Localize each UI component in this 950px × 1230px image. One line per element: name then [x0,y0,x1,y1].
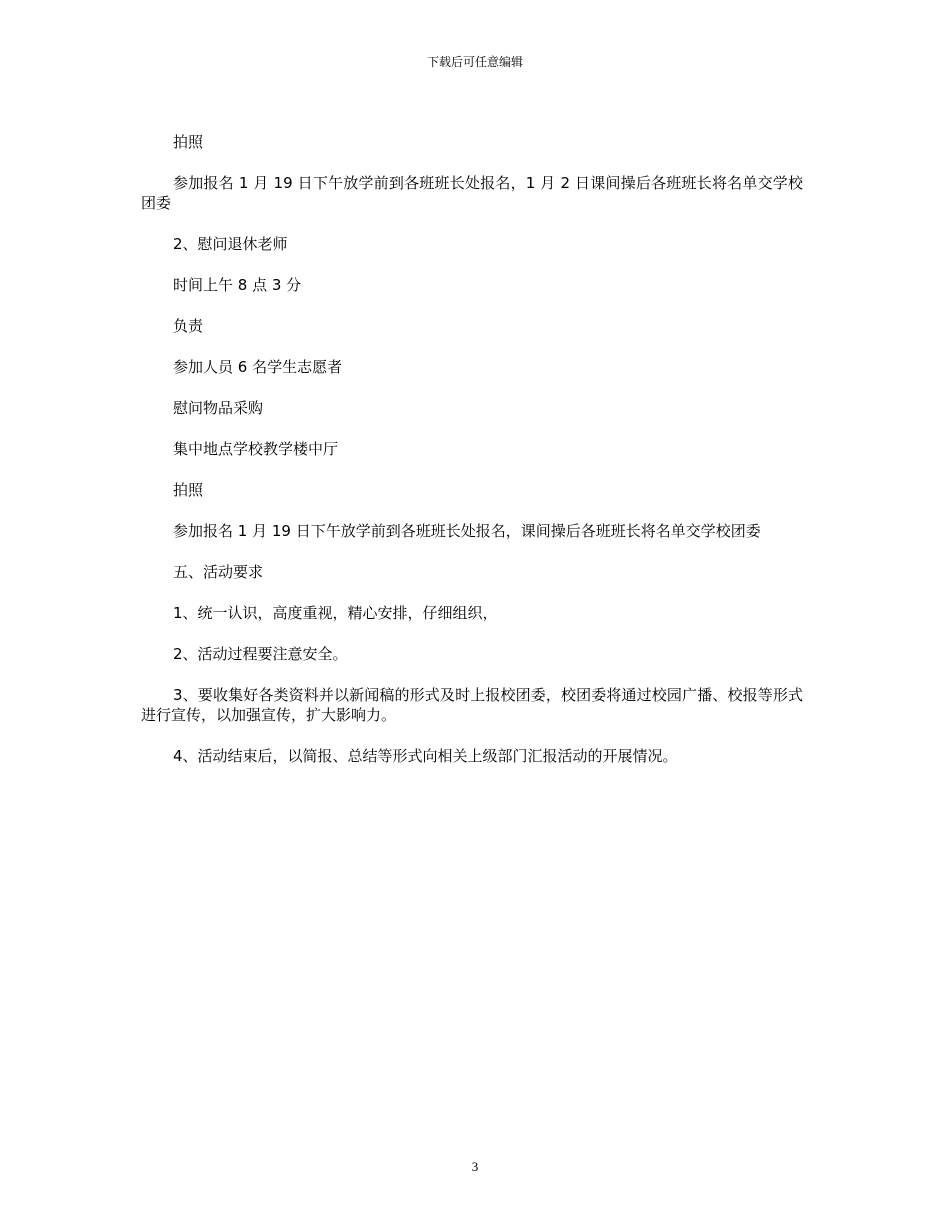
section-heading-requirements: 五、活动要求 [173,563,264,581]
paragraph-responsible: 负责 [173,317,204,335]
requirement-item-4: 4、活动结束后，以简报、总结等形式向相关上级部门汇报活动的开展情况。 [173,747,678,765]
paragraph-registration-2: 参加报名 1 月 19 日下午放学前到各班班长处报名，课间操后各班班长将名单交学校团委 [173,522,761,540]
requirement-item-2: 2、活动过程要注意安全。 [173,645,348,663]
paragraph-time: 时间上午 8 点 3 分 [173,276,302,294]
document-body [141,132,803,787]
page-number: 3 [471,1159,479,1174]
paragraph-purchase: 慰问物品采购 [173,399,264,417]
requirement-item-3: 3、要收集好各类资料并以新闻稿的形式及时上报校团委，校团委将通过校园广播、校报等形式进行宣传，以加强宣传，扩大影响力。 [141,686,803,724]
paragraph-registration-1: 参加报名 1 月 19 日下午放学前到各班班长处报名，1 月 2 日课间操后各班班长将名单交学校团委 [141,174,803,212]
paragraph-photo-2: 拍照 [173,481,204,499]
paragraph-photo-1: 拍照 [173,133,204,151]
paragraph-participants: 参加人员 6 名学生志愿者 [173,358,343,376]
paragraph-section-visit-retired-teachers: 2、慰问退休老师 [173,235,288,253]
page-header: 下载后可任意编辑 [426,55,523,69]
paragraph-meeting-place: 集中地点学校教学楼中厅 [173,440,339,458]
requirement-item-1: 1、统一认识，高度重视，精心安排，仔细组织， [173,604,498,622]
